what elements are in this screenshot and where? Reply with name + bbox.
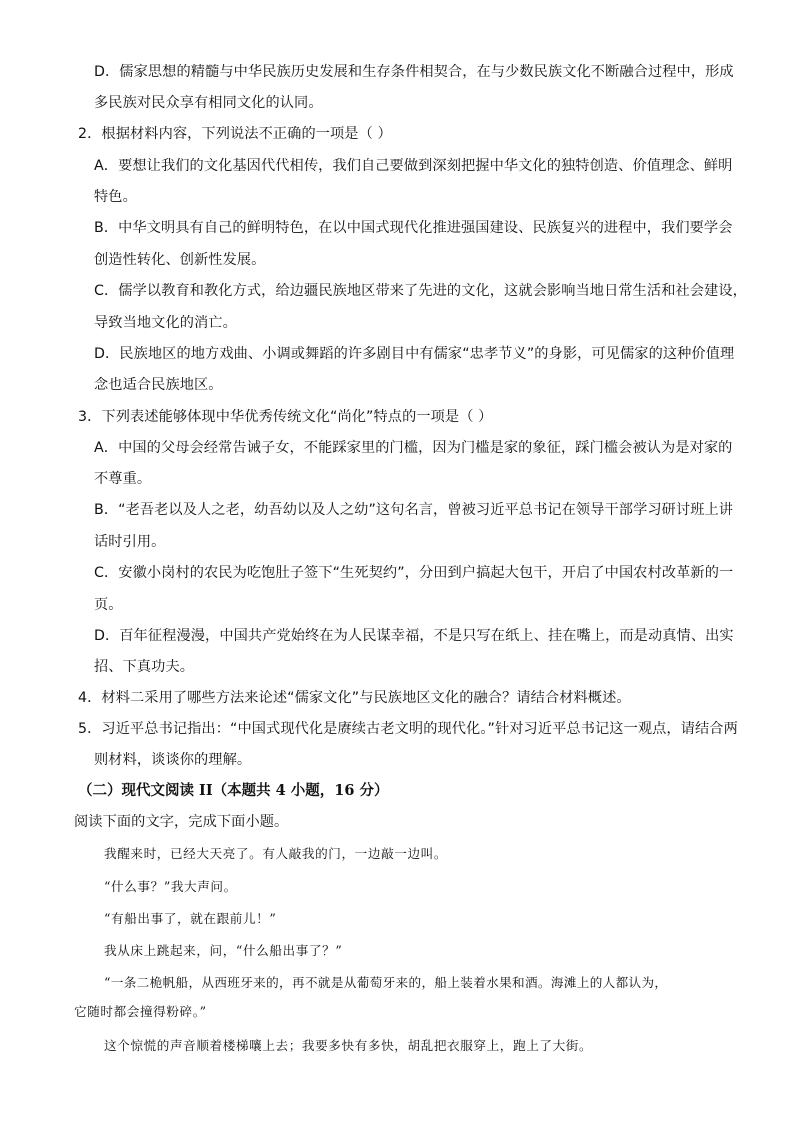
story-paragraph-4: 我从床上跳起来，问，“什么船出事了？”	[104, 943, 343, 958]
q3-stem: 3．下列表述能够体现中华优秀传统文化“尚化”特点的一项是（ ）	[78, 409, 493, 425]
q2-option-b-line2: 创造性转化、创新性发展。	[94, 252, 266, 268]
q5-stem-line2: 则材料，谈谈你的理解。	[94, 752, 252, 768]
story-paragraph-1: 我醒来时，已经大天亮了。有人敲我的门，一边敲一边叫。	[104, 846, 448, 861]
q3-option-a-line2: 不尊重。	[94, 471, 152, 487]
q2-option-c-line1: C．儒学以教育和教化方式，给边疆民族地区带来了先进的文化，这就会影响当地日常生活和社会建设，	[94, 283, 747, 299]
q3-option-c-line1: C．安徽小岗村的农民为吃饱肚子签下“生死契约”，分田到户搞起大包干，开启了中国农村改革新的一	[94, 565, 734, 581]
q3-option-b-line2: 话时引用。	[94, 534, 166, 550]
story-paragraph-3: “有船出事了，就在跟前儿！”	[104, 911, 277, 926]
q2-option-b-line1: B．中华文明具有自己的鲜明特色，在以中国式现代化推进强国建设、民族复兴的进程中，我们要学会	[94, 220, 733, 236]
section-title: （二）现代文阅读 II（本题共 4 小题，16 分）	[78, 782, 389, 799]
section-instruction: 阅读下面的文字，完成下面小题。	[74, 814, 289, 830]
q1-option-d-line2: 多民族对民众享有相同文化的认同。	[94, 95, 323, 111]
q2-option-d-line2: 念也适合民族地区。	[94, 377, 223, 393]
q3-option-d-line1: D．百年征程漫漫，中国共产党始终在为人民谋幸福，不是只写在纸上、挂在嘴上，而是动真情、出实	[94, 628, 734, 644]
story-paragraph-2: “什么事？”我大声问。	[104, 879, 237, 894]
story-paragraph-5-line2: 它随时都会撞得粉碎。”	[74, 1004, 207, 1019]
q5-stem-line1: 5．习近平总书记指出：“中国式现代化是赓续古老文明的现代化。”针对习近平总书记这一观点，请结合两	[78, 721, 738, 737]
q3-option-c-line2: 页。	[94, 597, 123, 613]
q2-option-d-line1: D．民族地区的地方戏曲、小调或舞蹈的许多剧目中有儒家“忠孝节义”的身影，可见儒家的这种价值理	[94, 346, 735, 362]
q2-option-a-line2: 特色。	[94, 189, 137, 205]
q3-option-a-line1: A．中国的父母会经常告诫子女，不能踩家里的门槛，因为门槛是家的象征，踩门槛会被认为是对家的	[94, 440, 733, 456]
q2-option-c-line2: 导致当地文化的消亡。	[94, 315, 237, 331]
q1-option-d-line1: D．儒家思想的精髓与中华民族历史发展和生存条件相契合，在与少数民族文化不断融合过程中，形成	[94, 64, 734, 80]
q3-option-d-line2: 招、下真功夫。	[94, 659, 195, 675]
q2-option-a-line1: A．要想让我们的文化基因代代相传，我们自己要做到深刻把握中华文化的独特创造、价值理念、鲜明	[94, 158, 733, 174]
story-paragraph-6: 这个惊慌的声音顺着楼梯嚷上去；我要多快有多快，胡乱把衣服穿上，跑上了大街。	[104, 1038, 593, 1053]
story-paragraph-5-line1: “一条二桅帆船，从西班牙来的，再不就是从葡萄牙来的，船上装着水果和酒。海滩上的人都认为，	[104, 975, 668, 990]
q2-stem: 2．根据材料内容，下列说法不正确的一项是（ ）	[78, 126, 392, 142]
q3-option-b-line1: B．“老吾老以及人之老，幼吾幼以及人之幼”这句名言，曾被习近平总书记在领导干部学习研讨班上讲	[94, 502, 734, 518]
q4-stem: 4．材料二采用了哪些方法来论述“儒家文化”与民族地区文化的融合？请结合材料概述。	[78, 690, 631, 706]
